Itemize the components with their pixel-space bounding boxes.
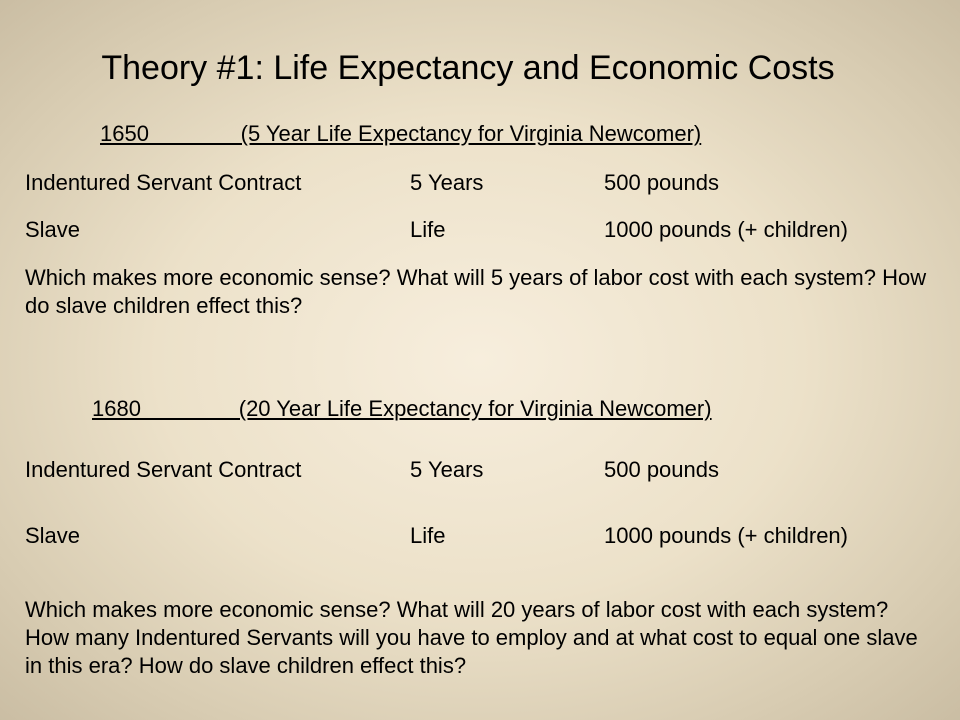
slide-title: Theory #1: Life Expectancy and Economic Costs bbox=[101, 49, 835, 87]
section-1680-heading: 1680 (20 Year Life Expectancy for Virginia Newcomer) bbox=[92, 396, 712, 421]
row-label: Slave bbox=[25, 523, 81, 548]
section-1680-row-slave bbox=[0, 522, 960, 550]
section-1650-row-slave bbox=[0, 216, 960, 244]
row-cost: 500 pounds bbox=[604, 457, 719, 482]
section-1650-row-indentured bbox=[0, 169, 960, 197]
row-term: 5 Years bbox=[410, 457, 484, 482]
section-1680-question: Which makes more economic sense? What will 20 years of labor cost with each system? How many Indentured Servants will you have to employ and at what cost to equal one slave in this era? How do slave children effect this? bbox=[25, 597, 918, 678]
row-label: Indentured Servant Contract bbox=[25, 457, 302, 482]
row-term: Life bbox=[410, 217, 446, 242]
row-cost: 1000 pounds (+ children) bbox=[604, 523, 848, 548]
row-cost: 1000 pounds (+ children) bbox=[604, 217, 848, 242]
section-1650-heading: 1650 (5 Year Life Expectancy for Virginia Newcomer) bbox=[100, 121, 702, 146]
row-label: Indentured Servant Contract bbox=[25, 170, 302, 195]
row-label: Slave bbox=[25, 217, 81, 242]
section-1680-row-indentured bbox=[0, 456, 960, 484]
row-term: 5 Years bbox=[410, 170, 484, 195]
section-1650-question: Which makes more economic sense? What will 5 years of labor cost with each system? How do slave children effect this? bbox=[25, 265, 927, 318]
row-term: Life bbox=[410, 523, 446, 548]
row-cost: 500 pounds bbox=[604, 170, 719, 195]
